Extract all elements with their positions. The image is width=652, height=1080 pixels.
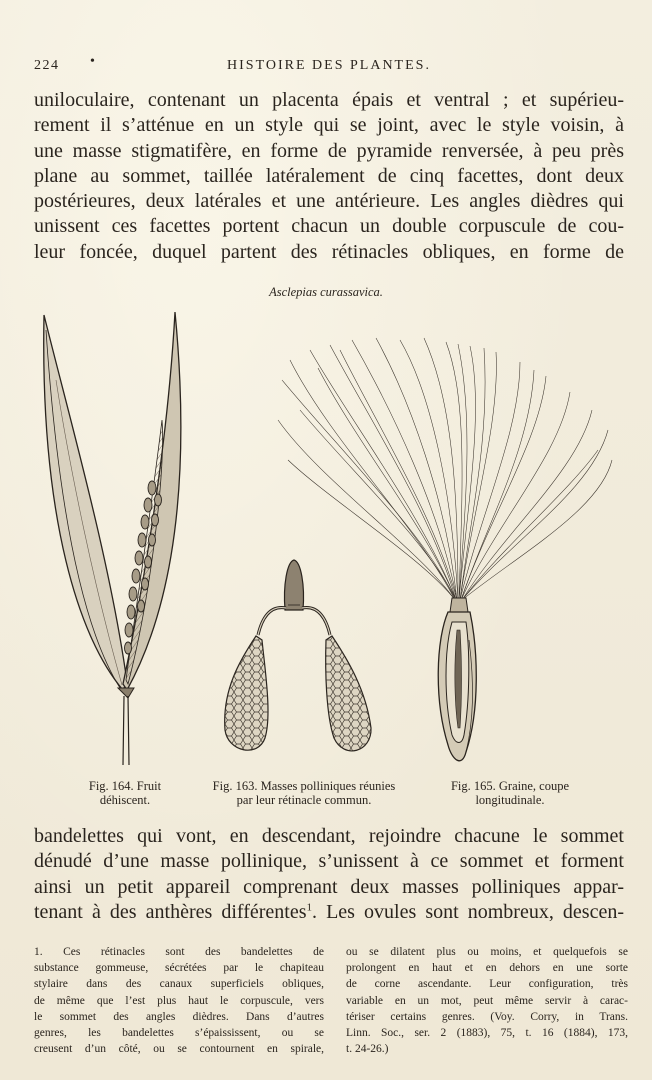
botanical-illustration bbox=[0, 300, 652, 780]
fruit-drawing bbox=[44, 312, 181, 765]
text-line: une masse stigmatifère, en forme de pyramide renversée, à peu près bbox=[34, 139, 624, 162]
footnote-line: variable en un mot, peut même servir à carac- bbox=[346, 994, 628, 1007]
footnote-line: de même que l’est plus haut le corpuscule, vers bbox=[34, 994, 324, 1007]
text-line: unissent ces facettes portent chacun un double corpuscule de cou- bbox=[34, 215, 624, 238]
caption-line: Fig. 165. Graine, coupe bbox=[450, 779, 570, 793]
text-line: dénudé d’une masse pollinique, s’unissent à ce sommet et forment bbox=[34, 850, 624, 873]
footnote-line: genres, les bandelettes s’épaississent, ou se bbox=[34, 1027, 324, 1040]
figure-title: Asclepias curassavica. bbox=[269, 285, 383, 299]
running-header bbox=[34, 54, 624, 78]
footnote-line: t. 24-26.) bbox=[346, 1043, 389, 1056]
footnote-line: de corne ascendante. Leur configuration, très bbox=[346, 978, 628, 991]
running-title: HISTOIRE DES PLANTES. bbox=[227, 58, 431, 73]
footnote-line: stylaire dans des canaux superficiels obliques, bbox=[34, 978, 324, 991]
text-fragment: tenant à des anthères différentes bbox=[34, 900, 307, 923]
footnote-line: tériser certains genres. (Voy. Corry, in Trans. bbox=[346, 1010, 628, 1023]
text-line-with-note bbox=[34, 900, 624, 925]
header-dot: • bbox=[90, 54, 97, 69]
caption-line: longitudinale. bbox=[475, 793, 545, 807]
footnote-line: prolongent en haut et en dehors en une sorte bbox=[346, 962, 628, 975]
caption-line: déhiscent. bbox=[99, 793, 151, 807]
footnote-line: substance gommeuse, sécrétées par le chapiteau bbox=[34, 962, 324, 975]
text-line: ainsi un petit appareil comprenant deux masses polliniques appar- bbox=[34, 875, 624, 898]
caption-line: Fig. 163. Masses polliniques réunies bbox=[212, 779, 396, 793]
footnote-line: le sommet des angles dièdres. Dans d’autres bbox=[34, 1010, 324, 1023]
footnote-line: 1. Ces rétinacles sont des bandelettes de bbox=[34, 946, 324, 958]
caption-fig-164 bbox=[70, 779, 180, 807]
footnote-right-column bbox=[346, 944, 628, 1057]
seed-drawing bbox=[278, 338, 612, 600]
footnote-ref[interactable]: 1 bbox=[306, 901, 312, 914]
text-line: postérieures, deux latérales et une antérieure. Les angles dièdres qui bbox=[34, 190, 624, 213]
caption-line: par leur rétinacle commun. bbox=[236, 793, 372, 807]
text-line: rement il s’atténue en un style qui se joint, avec le style voisin, à bbox=[34, 114, 624, 137]
caption-line: Fig. 164. Fruit bbox=[88, 779, 162, 793]
text-line: bandelettes qui vont, en descendant, rejoindre chacune le sommet bbox=[34, 825, 624, 847]
top-paragraph bbox=[34, 88, 624, 265]
caption-fig-163 bbox=[190, 779, 418, 807]
seed-body-drawing bbox=[438, 598, 476, 761]
footnote-line: Linn. Soc., ser. 2 (1883), 75, t. 16 (1884), 173, bbox=[346, 1027, 628, 1040]
page-number: 224 bbox=[34, 58, 60, 73]
caption-fig-165 bbox=[430, 779, 590, 807]
bottom-paragraph bbox=[34, 824, 624, 925]
text-line: plane au sommet, taillée latéralement de cinq facettes, dont deux bbox=[34, 164, 624, 187]
pollinia-drawing bbox=[225, 560, 371, 751]
text-line: leur foncée, duquel partent des rétinacles obliques, en forme de bbox=[34, 240, 624, 263]
footnote-line: ou se dilatent plus ou moins, et quelquefois se bbox=[346, 946, 628, 958]
footnote-line: creusent d’un côté, ou se contournent en spirale, bbox=[34, 1043, 324, 1056]
text-line: uniloculaire, contenant un placenta épais et ventral ; et supérieu- bbox=[34, 89, 624, 111]
text-fragment: . Les ovules sont nombreux, descen- bbox=[312, 900, 624, 923]
footnote-left-column bbox=[34, 944, 324, 1057]
